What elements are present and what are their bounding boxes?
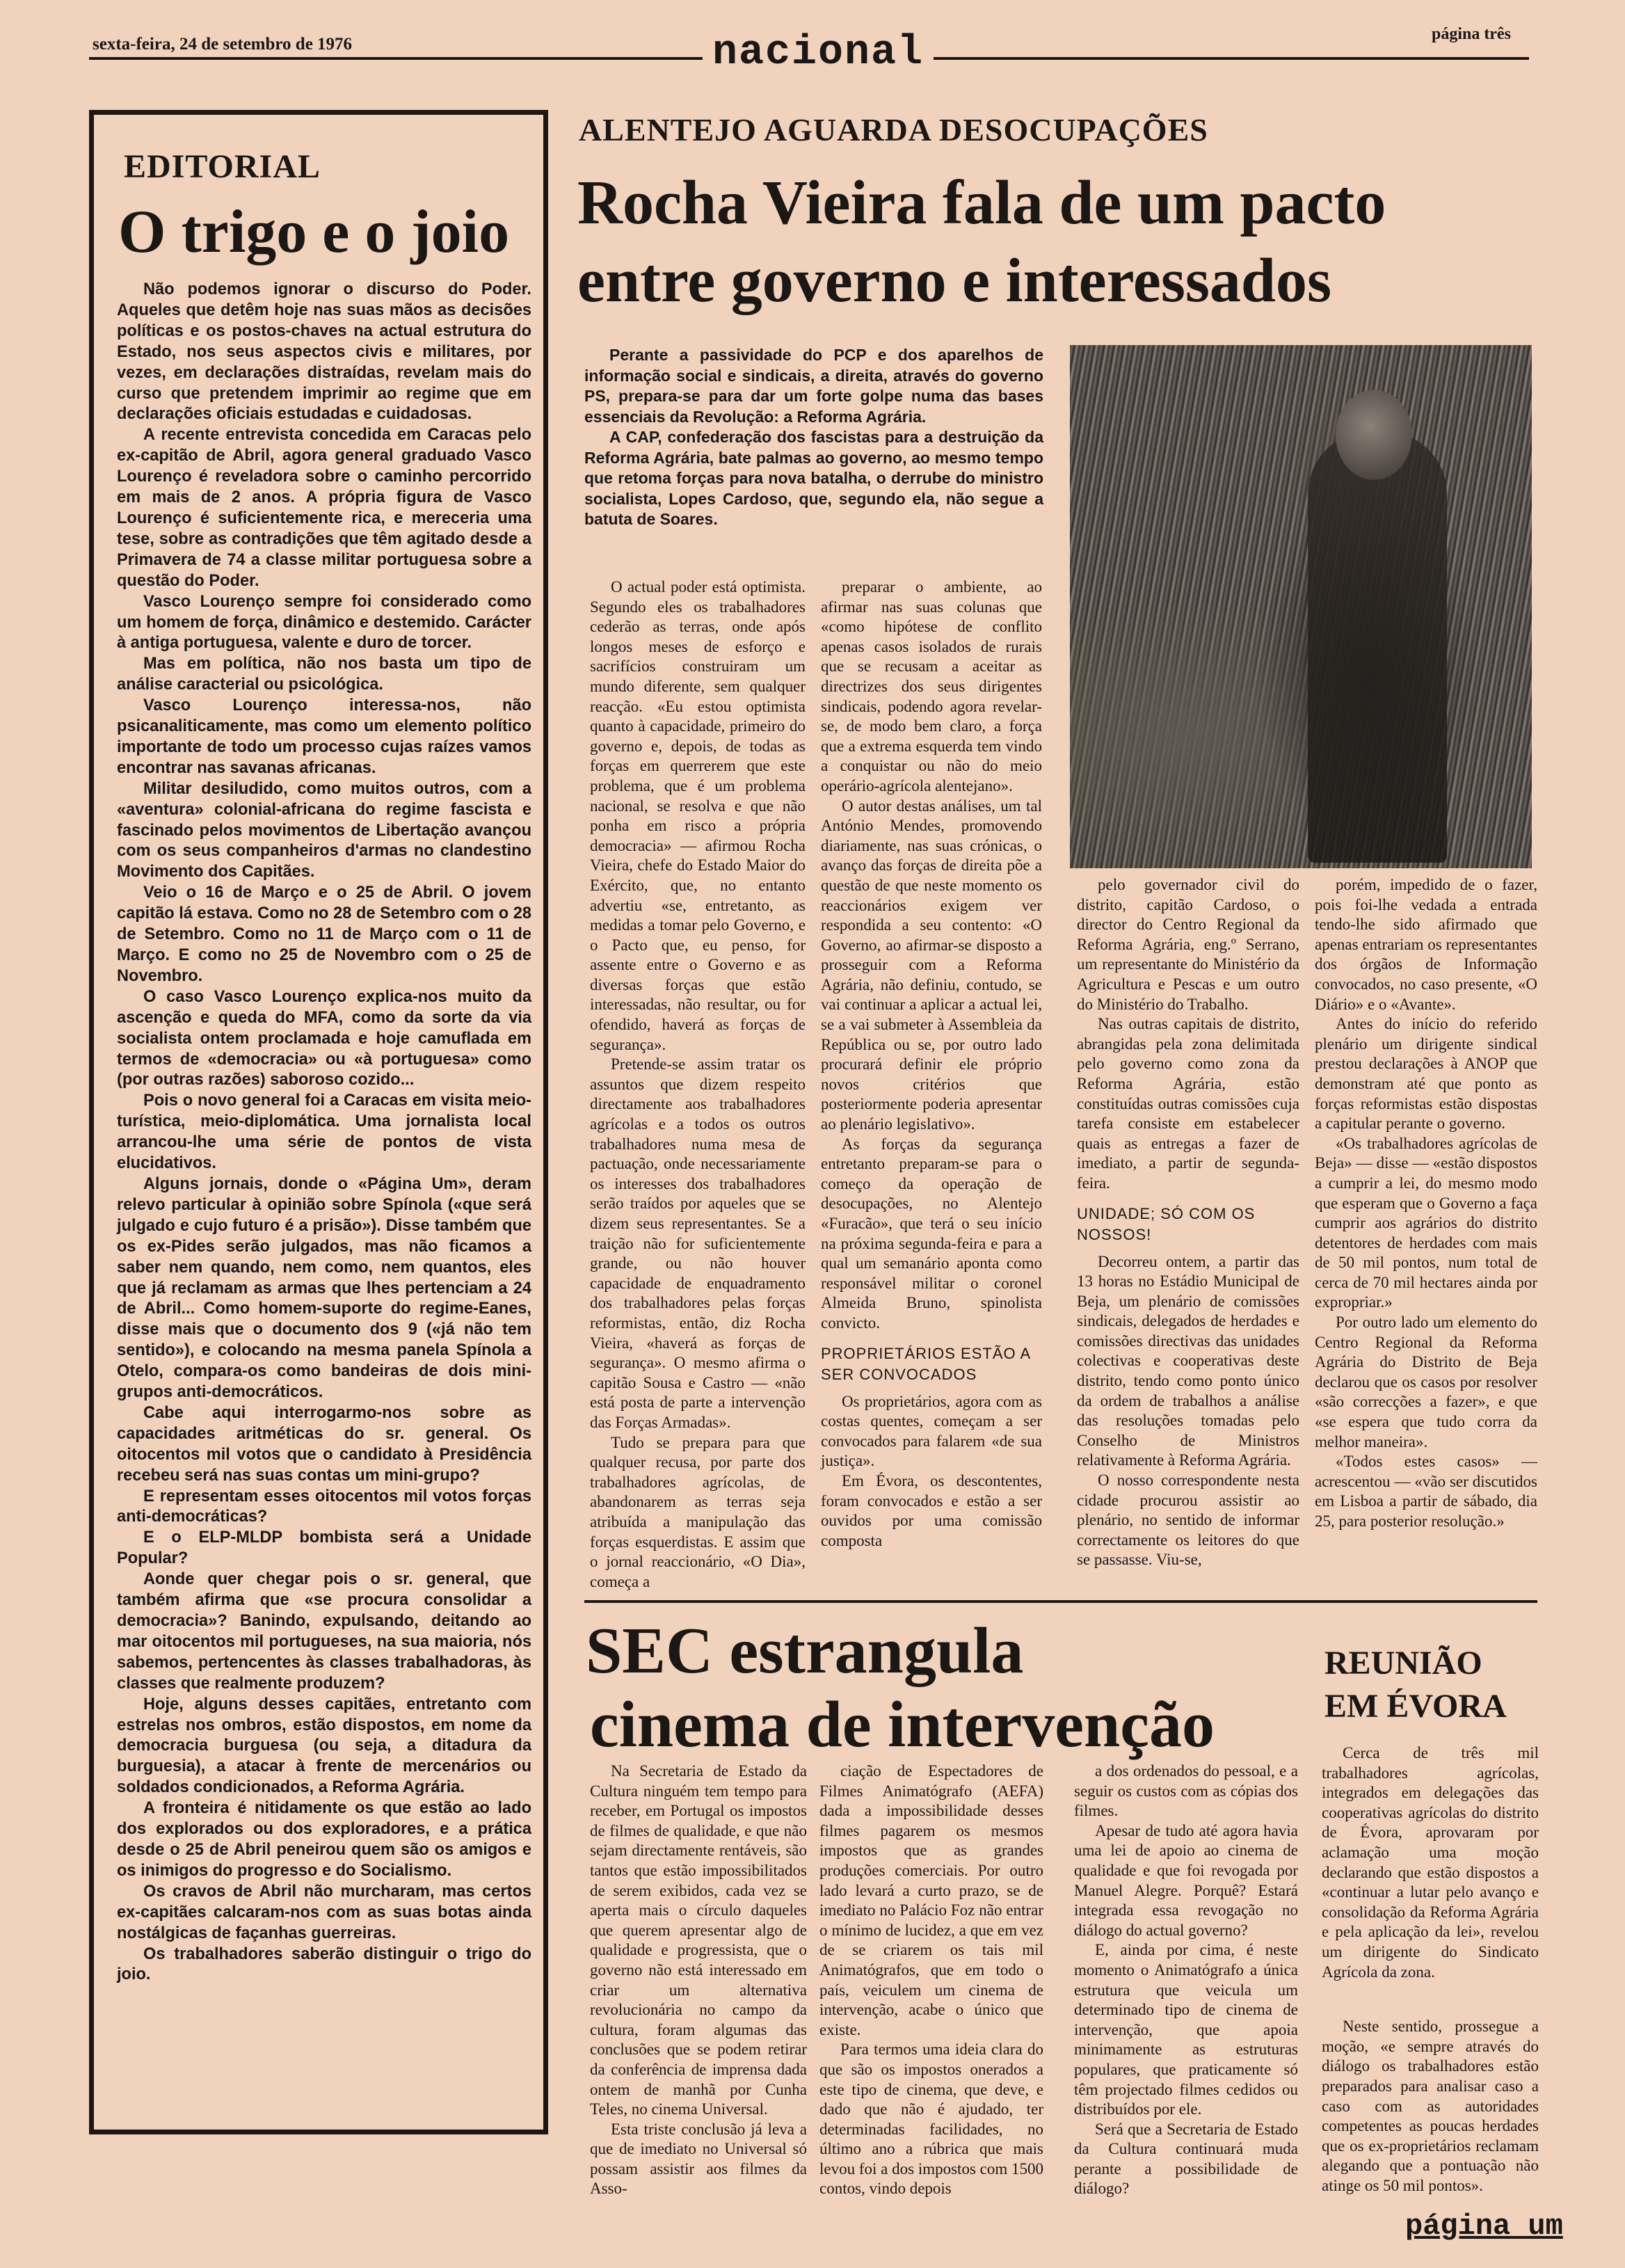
story-paragraph: Tudo se prepara para que qualquer recusa, por parte dos trabalhadores agrícolas, de abandonarem as terras seja atribuída a manipulação das forças esquerdistas. E assim que o jornal reaccionário, «O Dia», começa a: [590, 1433, 806, 1590]
story-paragraph: Em Évora, os descontentes, foram convocados e estão a ser ouvidos por uma comissão composta: [821, 1471, 1042, 1549]
story-paragraph: Nas outras capitais de distrito, abrangidas pela zona delimitada pelo governo como zona da Reforma Agrária, estão constituídas outras comissões cuja tarefa consiste em estabelecer quais as entregas a fazer de imediato, a partir de segunda-feira.: [1077, 1015, 1299, 1192]
editorial-paragraph: Militar desiludido, como muitos outros, com a «aventura» colonial-africana do regime fascista e fascinado pelos movimentos de Libertação avançou com os seus companheiros d'armas no clandestino Movimento dos Capitães.: [117, 779, 531, 881]
editorial-paragraph: Vasco Lourenço interessa-nos, não psicanaliticamente, mas como um elemento político importante de todo um processo cujas raízes vamos encontrar nas savanas africanas.: [117, 696, 531, 777]
story-subhead: PROPRIETÁRIOS ESTÃO A SER CONVOCADOS: [821, 1344, 1030, 1383]
sec-headline-line-1: SEC estrangula: [586, 1615, 1024, 1687]
story-paragraph: As forças da segurança entretanto preparam-se para o começo da operação de desocupações, no Alentejo «Furacão», que terá o seu início na próxima segunda-feira e para a qual um semanário aponta como responsável militar o coronel Almeida Bruno, spinolista convicto.: [821, 1135, 1042, 1332]
story-paragraph: pelo governador civil do distrito, capitão Cardoso, o director do Centro Regional da Reforma Agrária, eng.º Serrano, um representante do Ministério da Agricultura e Pescas e um outro do Ministério do Trabalho.: [1077, 876, 1299, 1013]
sec-paragraph: Para termos uma ideia clara do que são os impostos onerados a este tipo de cinema, que deve, e dado que não é ajudado, ter determinadas facilidades, no último ano a rúbrica que mais levou foi a dos impostos com 1500 contos, vindo depois: [819, 2041, 1043, 2198]
editorial-title: O trigo e o joio: [118, 198, 510, 266]
editorial-paragraph: Os cravos de Abril não murcharam, mas certos ex-capitães calcaram-nos com as suas botas ainda nostálgicas de façanhas guerreiras.: [117, 1882, 531, 1942]
story-paragraph: Antes do início do referido plenário um dirigente sindical prestou declarações à ANOP que demonstram até que ponto as forças reformistas estão dispostas a capitular perante o governo.: [1315, 1015, 1537, 1133]
section-title: nacional: [703, 29, 934, 77]
editorial-kicker: EDITORIAL: [124, 148, 321, 185]
story-column-4: [1315, 875, 1537, 1592]
story-paragraph: O actual poder está optimista. Segundo eles os trabalhadores cederão as terras, onde após longos meses de esforço e sacrifícios construiram um mundo diferente, sem qualquer reacção. «Eu estou optimista quanto à capacidade, primeiro do governo e, depois, de todas as forças em querrerem que este problema, que é um problema nacional, se resolva e que não ponha em risco a própria democracia» — afirmou Rocha Vieira, chefe do Estado Maior do Exército, que, no entanto advertiu «se, entretanto, as medidas a tomar pelo Governo, e o Pacto que, eu penso, for assente entre o Governo e as diversas forças que estão interessadas, não resultar, ou for ofendido, haverá as forças de segurança».: [590, 578, 806, 1053]
footer-page-label: página um: [1405, 2210, 1563, 2243]
editorial-body: [117, 280, 531, 2116]
story-paragraph: O autor destas análises, um tal António Mendes, promovendo diariamente, nas suas crónicas, o avanço das forças de direita põe a questão de que neste momento os reaccionários exigem ver respondida a seu contento: «O Governo, ao afirmar-se disposto a prosseguir com a Reforma Agrária, não definiu, contudo, se vai continuar a aplicar a actual lei, se a vai submeter à Assembleia da República ou se, por outro lado procurará definir ele próprio novos critérios que posteriormente poderia apresentar ao plenário legislativo».: [821, 797, 1042, 1133]
story-paragraph: preparar o ambiente, ao afirmar nas suas colunas que «como hipótese de conflito apenas casos isolados de rurais que se recusam a aceitar as directrizes dos seus dirigentes sindicais, podendo agora revelar-se, de modo bem claro, a força que a extrema esquerda tem vindo a conquistar ou não do meio operário-agrícola alentejano».: [821, 578, 1042, 794]
page-number: página três: [1432, 25, 1511, 43]
story-headline-line-2: entre governo e interessados: [577, 246, 1331, 315]
editorial-paragraph: Aonde quer chegar pois o sr. general, que também afirma que «se procura consolidar a democracia»? Banindo, expulsando, deitando ao mar oitocentos mil portugueses, na sua maioria, nós sabemos, pertencentes às classes trabalhadoras, às classes que realmente produzem?: [117, 1570, 531, 1693]
story-lead: [584, 345, 1043, 568]
story-kicker: ALENTEJO AGUARDA DESOCUPAÇÕES: [579, 112, 1208, 147]
story-column-1: [590, 577, 806, 1593]
editorial-paragraph: Os trabalhadores saberão distinguir o trigo do joio.: [117, 1944, 531, 1984]
story-paragraph: «Os trabalhadores agrícolas de Beja» — disse — «estão dispostos a cumprir a lei, do mesmo modo que esperam que o Governo a faça cumprir aos agrários do distrito detentores de herdades com mais de 50 mil pontos, num total de cerca de 70 mil hectares ainda por expropriar.»: [1315, 1134, 1537, 1311]
reuniao-paragraph: Cerca de três mil trabalhadores agrícolas, integrados em delegações das cooperativas agrícolas do distrito de Évora, aprovaram por aclamação uma moção declarando que estão dispostos a «continuar a lutar pelo avanço e consolidação da Reforma Agrária e pela aplicação da lei», revelou um dirigente do Sindicato Agrícola da zona.: [1322, 1744, 1539, 1981]
editorial-paragraph: Vasco Lourenço sempre foi considerado como um homem de força, dinâmico e destemido. Carácter à antiga portuguesa, valente e duro de torcer.: [117, 592, 531, 653]
story-subhead: UNIDADE; SÓ COM OS NOSSOS!: [1077, 1204, 1256, 1243]
editorial-paragraph: Não podemos ignorar o discurso do Poder. Aqueles que detêm hoje nas suas mãos as decisões políticas e os postos-chaves na actual estrutura do Estado, nos seus aspectos civis e militares, por vezes, em declarações distraídas, revelam mais do curso que pretendem imprimir ao regime que em declarações oficiais estudadas e cuidadosas.: [117, 280, 531, 424]
photo-figure-head: [1336, 390, 1412, 480]
story-paragraph: Decorreu ontem, a partir das 13 horas no Estádio Municipal de Beja, um plenário de comissões sindicais, delegados de herdades e comissões directivas das unidades colectivas e cooperativas deste distrito, tendo como ponto único da ordem de trabalhos a análise das resoluções tomadas pelo Conselho de Ministros relativamente à Reforma Agrária.: [1077, 1252, 1299, 1469]
reuniao-paragraph: Neste sentido, prossegue a moção, «e sempre através do diálogo os trabalhadores estão preparados para analisar caso a caso com as autoridades competentes as poucas herdades que os ex-proprietários reclamam alegando que a pontuação não atinge os 50 mil pontos».: [1322, 2018, 1539, 2194]
lead-paragraph: Perante a passividade do PCP e dos aparelhos de informação social e sindicais, a direita, através do governo PS, prepara-se para dar um forte golpe numa das bases essenciais da Revolução: a Reforma Agrária.: [584, 346, 1043, 426]
story-paragraph: Por outro lado um elemento do Centro Regional da Reforma Agrária do Distrito de Beja declarou que os casos por resolver «são correcções a fazer», e que «se espera que tudo corra da melhor maneira».: [1315, 1313, 1537, 1451]
story-paragraph: «Todos estes casos» — acrescentou — «vão ser discutidos em Lisboa a partir de sábado, dia 25, para posterior resolução.»: [1315, 1453, 1537, 1530]
sec-paragraph: Esta triste conclusão já leva a que de imediato no Universal só possam assistir aos filmes da Asso-: [590, 2120, 807, 2198]
sec-paragraph: ciação de Espectadores de Filmes Animatógrafo (AEFA) dada a impossibilidade desses filmes pagarem os mesmos impostos que as grandes produções comerciais. Por outro lado levará a curto prazo, se de imediato no Palácio Foz não entrar o mínimo de lucidez, a que em vez de se criarem os tais mil Animatógrafos, que em todo o país, veiculem um cinema de intervenção, acabe o único que existe.: [819, 1762, 1043, 2038]
editorial-paragraph: O caso Vasco Lourenço explica-nos muito da ascenção e queda do MFA, como da sorte da via socialista ontem proclamada e hoje camuflada em termos de «democracia» ou «à portuguesa» como (por outras razões) saboroso cozido...: [117, 987, 531, 1089]
sec-column-1: [590, 1762, 807, 2207]
story-column-3: [1077, 875, 1299, 1592]
sec-paragraph: E, ainda por cima, é neste momento o Animatógrafo a única estrutura que veicula um determinado tipo de cinema de intervenção, que apoia minimamente as estruturas populares, que praticamente só têm projectado filmes cedidos ou distribuídos por ele.: [1074, 1941, 1298, 2118]
editorial-paragraph: Pois o novo general foi a Caracas em visita meio-turística, meio-diplomática. Uma jornalista local arrancou-lhe uma série de pontos de vista elucidativos.: [117, 1092, 531, 1173]
sec-headline-line-2: cinema de intervenção: [590, 1688, 1215, 1761]
reuniao-body: [1322, 1743, 1539, 2203]
editorial-paragraph: E representam esses oitocentos mil votos forças anti-democráticas?: [117, 1487, 531, 1526]
editorial-paragraph: Alguns jornais, donde o «Página Um», deram relevo particular à opinião sobre Spínola («que será julgado e cujo futuro é a prisão»). Disse também que os ex-Pides serão julgados, mas não ficamos a saber nem quando, nem como, nem quantos, eles que já reclamam as armas que lhes pertenciam a 24 de Abril... Como homem-suporte do regime-Eanes, disse mais que o documento dos 9 («já não tem sentido»), e colocando na mesma panela Spínola a Otelo, compara-os como bandeiras de dois mini-grupos anti-democráticos.: [117, 1174, 531, 1402]
story-paragraph: O nosso correspondente nesta cidade procurou assistir ao plenário, no sentido de informar correctamente os leitores do que se passasse. Viu-se,: [1077, 1471, 1299, 1569]
story-bottom-rule: [584, 1600, 1537, 1603]
story-paragraph: Os proprietários, agora com as costas quentes, começam a ser convocados para falarem «de sua justiça».: [821, 1392, 1042, 1470]
reuniao-title-line-1: REUNIÃO: [1324, 1645, 1482, 1682]
sec-column-2: [819, 1762, 1043, 2207]
editorial-paragraph: A recente entrevista concedida em Caracas pelo ex-capitão de Abril, agora general graduado Vasco Lourenço é reveladora sobre o caminho percorrido em mais de 2 anos. A própria figura de Vasco Lourenço é suficientemente rica, e mereceria uma tese, sobre as contradições que têm agitado desde a Primavera de 74 a classe militar portuguesa sobre a questão do Poder.: [117, 426, 531, 590]
issue-date: sexta-feira, 24 de setembro de 1976: [93, 35, 353, 54]
lead-paragraph: A CAP, confederação dos fascistas para a destruição da Reforma Agrária, bate palmas ao governo, ao mesmo tempo que retoma forças para nova batalha, o derrube do ministro socialista, Lopes Cardoso, que, segundo ela, não segue a batuta de Soares.: [584, 428, 1043, 528]
editorial-paragraph: Hoje, alguns desses capitães, entretanto com estrelas nos ombros, estão dispostos, em nome da democracia burguesa (ou seja, a ditadura da burguesia), a atacar à frente de mercenários ou soldados condicionados, a Reforma Agrária.: [117, 1695, 531, 1797]
sec-paragraph: Apesar de tudo até agora havia uma lei de apoio ao cinema de qualidade e que foi revogada por Manuel Alegre. Porquê? Estará integrada essa revogação no diálogo do actual governo?: [1074, 1821, 1298, 1939]
story-headline-line-1: Rocha Vieira fala de um pacto: [577, 168, 1386, 237]
editorial-paragraph: A fronteira é nitidamente os que estão ao lado dos explorados ou dos exploradores, e a prática desde o 25 de Abril peneirou quem são os amigos e os inimigos do progresso e do Socialismo.: [117, 1799, 531, 1880]
sec-paragraph: a dos ordenados do pessoal, e a seguir os custos com as cópias dos filmes.: [1074, 1762, 1298, 1820]
story-paragraph: Pretende-se assim tratar os assuntos que dizem respeito directamente aos trabalhadores agrícolas e a todos os outros trabalhadores numa mesa de pactuação, onde necessariamente os interesses dos trabalhadores serão traídos por aqueles que se dizem seus representantes. Se a traição não for suficientemente grande, ou não houver capacidade de enquadramento dos trabalhadores pelas forças reformistas, então, diz Rocha Vieira, «haverá as forças de segurança». O mesmo afirma o capitão Sousa e Castro — «não está posta de parte a intervenção das Forças Armadas».: [590, 1055, 806, 1431]
editorial-paragraph: Mas em política, não nos basta um tipo de análise caracterial ou psicológica.: [117, 655, 531, 694]
sec-column-3: [1074, 1762, 1298, 2207]
story-column-2: [821, 577, 1042, 1593]
editorial-paragraph: Cabe aqui interrogarmo-nos sobre as capacidades aritméticas do sr. general. Os oitocentos mil votos que o candidato à Presidência recebeu será nas suas contas um mini-grupo?: [117, 1403, 531, 1485]
sec-paragraph: Será que a Secretaria de Estado da Cultura continuará muda perante a possibilidade de diálogo?: [1074, 2120, 1298, 2198]
editorial-paragraph: Veio o 16 de Março e o 25 de Abril. O jovem capitão lá estava. Como no 28 de Setembro com o 28 de Setembro. Como no 11 de Março com o 11 de Março. E como no 25 de Novembro com o 25 de Novembro.: [117, 884, 531, 985]
story-photo: [1070, 345, 1532, 868]
photo-figure: [1308, 431, 1447, 863]
editorial-paragraph: E o ELP-MLDP bombista será a Unidade Popular?: [117, 1528, 531, 1568]
reuniao-title-line-2: EM ÉVORA: [1324, 1688, 1507, 1725]
story-paragraph: porém, impedido de o fazer, pois foi-lhe vedada a entrada tendo-lhe sido afirmado que apenas entrariam os representantes dos órgãos de Informação convocados, no caso presente, «O Diário» e o «Avante».: [1315, 876, 1537, 1013]
sec-paragraph: Na Secretaria de Estado da Cultura ninguém tem tempo para receber, em Portugal os impostos de filmes de qualidade, e que não sejam directamente rentáveis, são tantos que estão impossibilitados de serem exibidos, cada vez se aperta mais o círculo daqueles que querem apresentar algo de qualidade e progressista, que o governo não está interessado em criar um alternativa revolucionária no campo da cultura, foram algumas das conclusões que se podem retirar da conferência de imprensa dada ontem de manhã por Cunha Teles, no cinema Universal.: [590, 1762, 807, 2118]
